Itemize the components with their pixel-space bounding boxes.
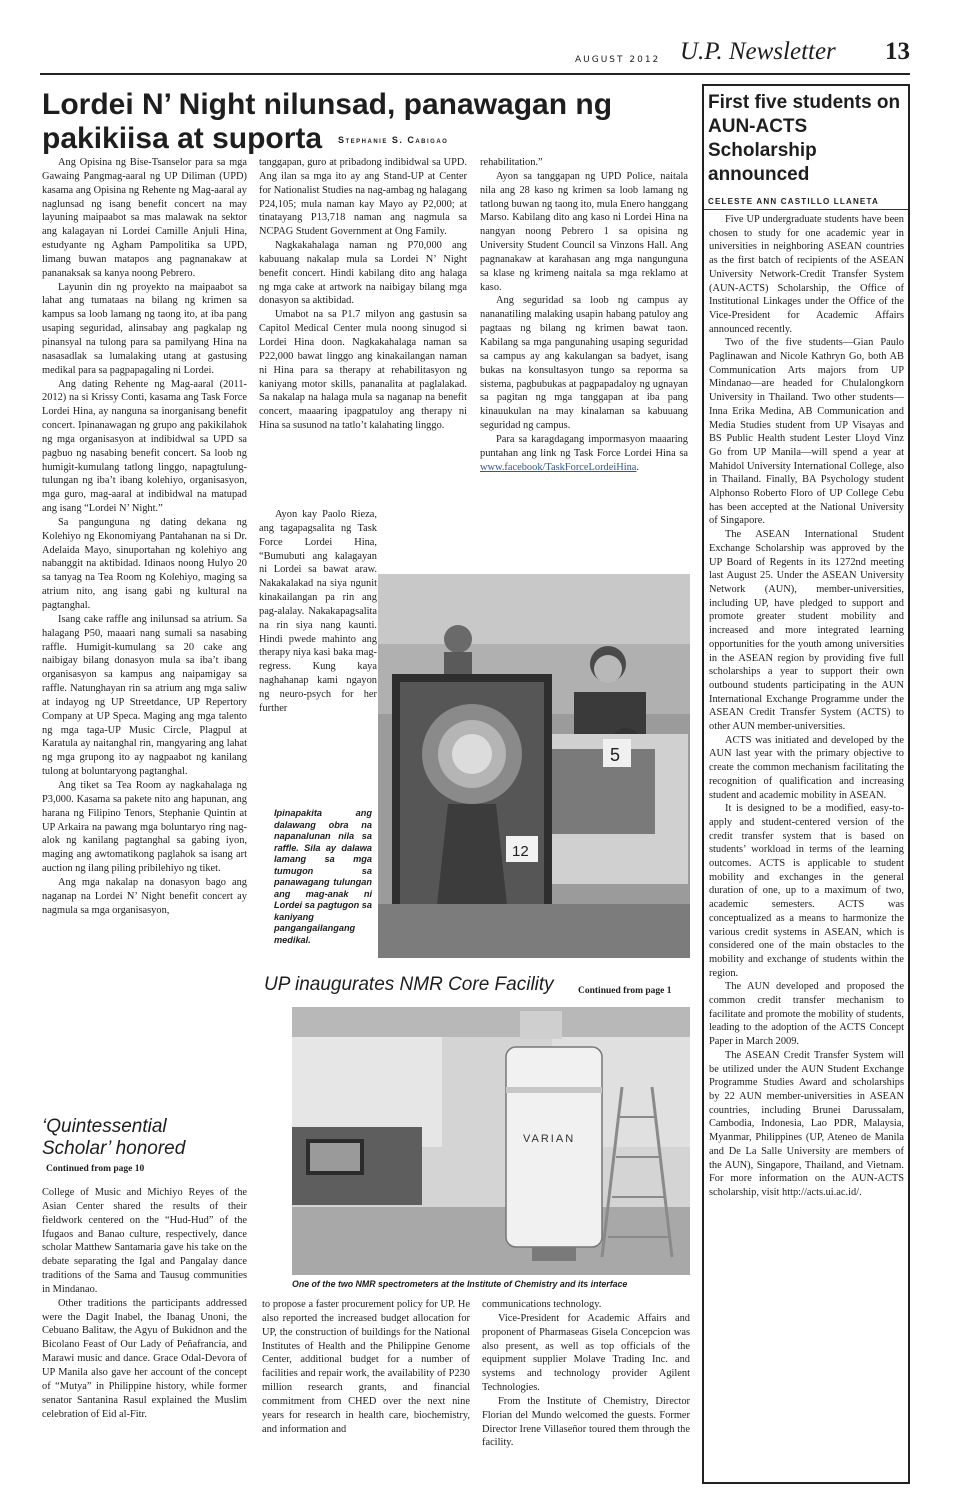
- main-article-column-2: [259, 156, 467, 433]
- scholar-body: [42, 1186, 247, 1421]
- sidebar-body: [709, 213, 904, 1200]
- nmr-headline: UP inaugurates NMR Core Facility: [264, 974, 554, 995]
- main-article-column-3: [480, 156, 688, 474]
- scholar-continued: Continued from page 10: [46, 1164, 145, 1174]
- paragraph: The ASEAN International Student Exchange Scholarship was approved by the UP Board of Regents in its 1272nd meeting last August 25. Under the ASEAN University Network (AUN), member-universities, including UP, have pledged to support and promote greater student mobility and increased and more integrated learning opportunities for the youth among universities in the ASEAN region by providing five full scholarships a year to support their own outbound students participating in the AUN International Exchange Programme under the ASEAN Credit Transfer System (ACTS) to other AUN member-universities.: [709, 529, 904, 733]
- sidebar-rule: [704, 209, 908, 210]
- raffle-photo-caption: Ipinapakita ang dalawang obra na napanalunan nila sa raffle. Sila ay dalawa lamang sa mga tumugon sa panawagang tulungan ang mag-anak ni Lordei sa pagtugon sa kaniyang pangangailangang medikal.: [274, 808, 373, 945]
- paragraph: The ASEAN Credit Transfer System will be utilized under the AUN Student Exchange Programme Studies Award and scholarships by 22 AUN member-universities in ASEAN countries, including Brunei Darussalam, Cambodia, Indonesia, Lao PDR, Malaysia, Myanmar, Philippines (UP, Ateneo de Manila and De La Salle University are members of the AUN), Singapore, Thailand, and Vietnam. For more information on the AUN-ACTS scholarship, visit http://acts.ui.ac.id/.: [709, 1049, 904, 1198]
- paragraph: From the Institute of Chemistry, Director Florian del Mundo welcomed the guests. Former Director Irene Villaseñor toured them through the facility.: [482, 1395, 690, 1449]
- headline-line-1: Lordei N’ Night nilunsad, panawagan ng: [42, 88, 613, 121]
- paragraph: College of Music and Michiyo Reyes of the Asian Center shared the results of their fieldwork centered on the “Hud-Hud” of the Ifugaos and Banao culture, respectively, dance scholar Matthew Santamaria gave his take on the debate separating the Igal and Pangalay dance traditions of the Sama and Tausug communities in Mindanao.: [42, 1187, 247, 1295]
- paragraph: [480, 433, 688, 475]
- paragraph: Ang tiket sa Tea Room ay nagkahalaga ng P3,000. Kasama sa pakete nito ang hapunan, ang harana ng Filipino Tenors, Stephanie Quintin at UP Arkaira na pawang mga boluntaryo ring nag-alok ng kanilang pagtanghal sa gabing iyon, maging ang awtomatikong paglahok sa isang art auction ng ilang piling pribilehiyo ng tiket.: [42, 779, 247, 875]
- main-byline: Stephanie S. Cabigao: [338, 135, 449, 145]
- nmr-photo: [292, 1007, 690, 1275]
- paragraph: It is designed to be a modified, easy-to-apply and student-centered version of the credit transfer system that is based on students’ workload in terms of the learning outcomes. ACTS is applicable to student mobility and exchanges in the general duration of one, up to a maximum of two, academic semesters. ACTS was conceptualized as a means to harmonize the various credit systems in ASEAN, which is considered one of the main obstacles to the mobility and exchange of students within the region.: [709, 803, 904, 979]
- sidebar-byline: CELESTE ANN CASTILLO LLANETA: [708, 197, 879, 206]
- paragraph: tanggapan, guro at pribadong indibidwal sa UPD. Ang ilan sa mga ito ay ang Stand-UP at Center for Nationalist Studies na nag-ambag ng halagang P24,105; mula naman kay Mayo ay P2,000; at tinatayang P13,718 naman ang nagmula sa NCPAG Student Government at Ong Family.: [259, 157, 467, 238]
- paragraph: Ang seguridad sa loob ng campus ay nananatiling malaking usapin habang patuloy ang pagtaas ng bilang ng krimen bawat taon. Kabilang sa mga pangunahing usaping seguridad sa campus ay ang kakulangan sa badyet, isang bukas na konsultasyon tungo sa reporma sa sistema, pagbubukas at pagpapadaloy ng ugnayan sa pagitan ng mga tanggapan at iba pang kinauukulan na may kinalaman sa kabuuang seguridad ng campus.: [480, 295, 688, 432]
- paragraph: Five UP undergraduate students have been chosen to study for one academic year in universities in neighboring ASEAN countries as the first batch of recipients of the ASEAN University Network-Credit Transfer System (AUN-ACTS) Scholarship, the Office of Institutional Linkages under the Office of the Vice-President for Academic Affairs announced recently.: [709, 214, 904, 335]
- scholar-headline: [42, 1116, 185, 1160]
- nmr-photo-caption: One of the two NMR spectrometers at the Institute of Chemistry and its interface: [292, 1279, 628, 1289]
- nmr-column-2: [482, 1298, 690, 1450]
- nmr-photo-drawing: [292, 1007, 690, 1275]
- raffle-ticket-b: 12: [512, 843, 529, 860]
- scholar-headline-line-1: ‘Quintessential: [42, 1116, 167, 1137]
- raffle-photo-drawing: [378, 574, 690, 958]
- paragraph: Ang dating Rehente ng Mag-aaral (2011-2012) na si Krissy Conti, kasama ang Task Force Lordei Hina, ay nanguna sa inorganisang benefit concert. Ipinanawagan ng grupo ang pakikilahok ng mga organisasyon at indibidwal sa UPD sa pagbuo ng nasabing benefit concert. Sa loob ng humigit-kumulang tatlong linggo, napagtulung-tulungan ng iba’t ibang kolehiyo, organisasyon, mga guro, mag-aaral at indibidwal na matupad ang isang “Lordei N’ Night.”: [42, 378, 247, 515]
- nmr-column-1: [262, 1298, 470, 1436]
- varian-label: VARIAN: [523, 1133, 576, 1145]
- page-number: 13: [885, 38, 910, 65]
- masthead-rule: [40, 73, 910, 75]
- main-headline: [42, 88, 682, 156]
- newsletter-title: U.P. Newsletter: [680, 38, 836, 65]
- link-end: .: [636, 461, 640, 473]
- main-article-column-2-wrap: [259, 508, 377, 716]
- issue-date: AUGUST 2012: [575, 55, 661, 65]
- headline-line-2: pakikiisa at suporta: [42, 122, 323, 155]
- paragraph: Ang mga nakalap na donasyon bago ang naganap na Lordei N’ Night benefit concert ay nagmula sa mga organisasyon,: [42, 876, 247, 916]
- link-intro: Para sa karagdagang impormasyon maaaring puntahan ang link ng Task Force Lordei Hina sa: [480, 433, 688, 459]
- raffle-ticket-a: 5: [610, 745, 621, 765]
- paragraph: Sa pangunguna ng dating dekana ng Kolehiyo ng Ekonomiyang Pantahanan na si Dr. Adelaida Mayo, sinuportahan ng kolehiyo ang nabanggit na aktibidad. Idinaos noong Hulyo 20 sa tanyag na Tea Room ng Kolehiyo, maging sa atrium nito, ang isang gabi ng kultural na pagtanghal.: [42, 516, 247, 611]
- paragraph: Ayon sa tanggapan ng UPD Police, naitala nila ang 28 kaso ng krimen sa loob lamang ng tatlong buwan ng taong ito, mula Enero hanggang Marso. Kabilang dito ang kaso ni Lordei Hina na nangyan noong Pebrero 1 sa opisina ng University Student Council sa Vinzons Hall. Ang pagnanakaw at karahasan ang mga nangunguna sa klase ng krimeng naitala sa mga reklamo at kaso.: [480, 170, 688, 293]
- main-article-column-1: [42, 156, 247, 917]
- paragraph: Nagkakahalaga naman ng P70,000 ang kabuuang nakalap mula sa Lordei N’ Night benefit concert. Hindi kabilang dito ang halaga ng mga cake at artwork na naibigay bilang mga donasyon sa aktibidad.: [259, 240, 467, 307]
- raffle-photo: [378, 574, 700, 958]
- paragraph: ACTS was initiated and developed by the AUN last year with the primary objective to create the common mechanism facilitating the recognition of qualification and increasing student and academic mobility in ASEAN.: [709, 734, 904, 801]
- nmr-continued: Continued from page 1: [578, 986, 672, 996]
- photo-credit: Kuha ni Bong Arboleda: [692, 577, 700, 650]
- paragraph: Ang Opisina ng Bise-Tsanselor para sa mga Gawaing Pangmag-aaral ng UP Diliman (UPD) kasama ang Opisina ng Rehente ng Mag-aaral ay naglunsad ng isang benefit concert na may layuning maipaabot sa mas malawak na sektor ang kalagayan ni Lordei Camille Anjuli Hina, estudyante ng Agham Pampolitika sa UPD, limang buwan matapos ang pagnanakaw at pananaksak sa kanya noong Pebrero.: [42, 157, 247, 279]
- paragraph: Other traditions the participants addressed were the Dagit Inabel, the Ibanag Unoni, the Cebuano Balitaw, the Agyu of Bukidnon and the Bicolano Feast of Our Lady of Peñafrancia, and Marawi music and dance. Grace Odal-Devora of UP Manila also gave her account of the concept of “Mutya” in Philippine history, while former senator Santanina Rasul explained the Muslim celebration of Eid al-Fitr.: [42, 1297, 247, 1420]
- paragraph: Layunin din ng proyekto na maipaabot sa lahat ang tumataas na bilang ng krimen sa kampus sa loob lamang ng taong ito, at iba pang usaping seguridad, alinsabay ang pagkalap ng pinansyal na tulong para sa pamilyang Hina na nasasadlak sa lumalaking utang at gastusing medikal para sa pagpapagaling ni Lordei.: [42, 281, 247, 376]
- paragraph: Umabot na sa P1.7 milyon ang gastusin sa Capitol Medical Center mula noong sinugod si Lordei Hina doon. Nagkakahalaga naman sa P22,000 bawat linggo ang kinakailangan naman ni Hina para sa therapy at rehabilitasyon ng kaniyang motor skills, pananalita at paglalakad. Sa nakalap na halaga mula sa naganap na benefit concert, maaaring ipagpatuloy ang therapy ni Hina sa susunod na tatlo’t kalahating linggo.: [259, 309, 467, 432]
- paragraph: Ayon kay Paolo Rieza, ang tagapagsalita ng Task Force Lordei Hina, “Bumubuti ang kalagayan ni Lordei sa bawat araw. Nakakalakad na siya ngunit kinakailangan pa rin ang pag-alalay. Nakakapagsalita na rin siya nang kaunti. Hindi pwede mahinto ang therapy niya kasi baka mag-regress. Kung kaya naghahanap kami ngayon ng neuro-psych for her further: [259, 509, 377, 714]
- paragraph: to propose a faster procurement policy for UP. He also reported the increased budget allocation for UP, the construction of buildings for the National Institutes of Health and the Philippine Genome Center, additional budget for a number of facilities and repair work, the availability of P230 million research grants, and financial commitment from CHED over the next nine years for research in health care, biochemistry, and information and: [262, 1299, 470, 1435]
- paragraph: communications technology.: [482, 1299, 602, 1310]
- paragraph: Isang cake raffle ang inilunsad sa atrium. Sa halagang P50, maaari nang sumali sa nasabing raffle. Humigit-kumulang sa 20 cake ang naibigay bilang donasyon mula sa iba’t ibang organisasyon sa kampus ang naipamigay sa raffle. Natunghayan rin sa atrium ang mga saliw at indayog ng UP Streetdance, UP Repertory Company at UP Speca. Maging ang mga talento ng mga taga-UP Music Circle, Plagpul at Karatula ay naitanghal rin, mangyaring ang lahat ng mga grupong ito ay nagpaabot ng kanilang tulong at boluntaryong pagtanghal.: [42, 613, 247, 778]
- facebook-link[interactable]: www.facebook/TaskForceLordeiHina: [480, 461, 637, 473]
- paragraph: Vice-President for Academic Affairs and proponent of Pharmaseas Gisela Concepcion was also present, as well as top officials of the equipment supplier Molave Trading Inc. and systems and technology provider Agilent Technologies.: [482, 1312, 690, 1394]
- paragraph: The AUN developed and proposed the common credit transfer mechanism to facilitate and promote the mobility of students, leading to the adoption of the ACTS Concept Paper in March 2009.: [709, 981, 904, 1048]
- paragraph: rehabilitation.”: [480, 157, 543, 168]
- paragraph: Two of the five students—Gian Paulo Paglinawan and Nicole Kathryn Go, both AB Communication Arts majors from UP Mindanao—are headed for Chulalongkorn University in Thailand. Two other students—Inna Erika Medina, AB Communication and Media Studies student from UP Visayas and BS Public Health student Lester Lloyd Vinz Go from UP Manila—will spend a year at Mahidol University International College, also in Thailand. Finally, BA Psychology student Alphonso Roberto Floro of UP College Cebu has been accepted at the National University of Singapore.: [709, 337, 904, 527]
- scholar-headline-line-2: Scholar’ honored: [42, 1138, 186, 1159]
- sidebar-headline: First five students on AUN-ACTS Scholarship announced: [708, 92, 901, 185]
